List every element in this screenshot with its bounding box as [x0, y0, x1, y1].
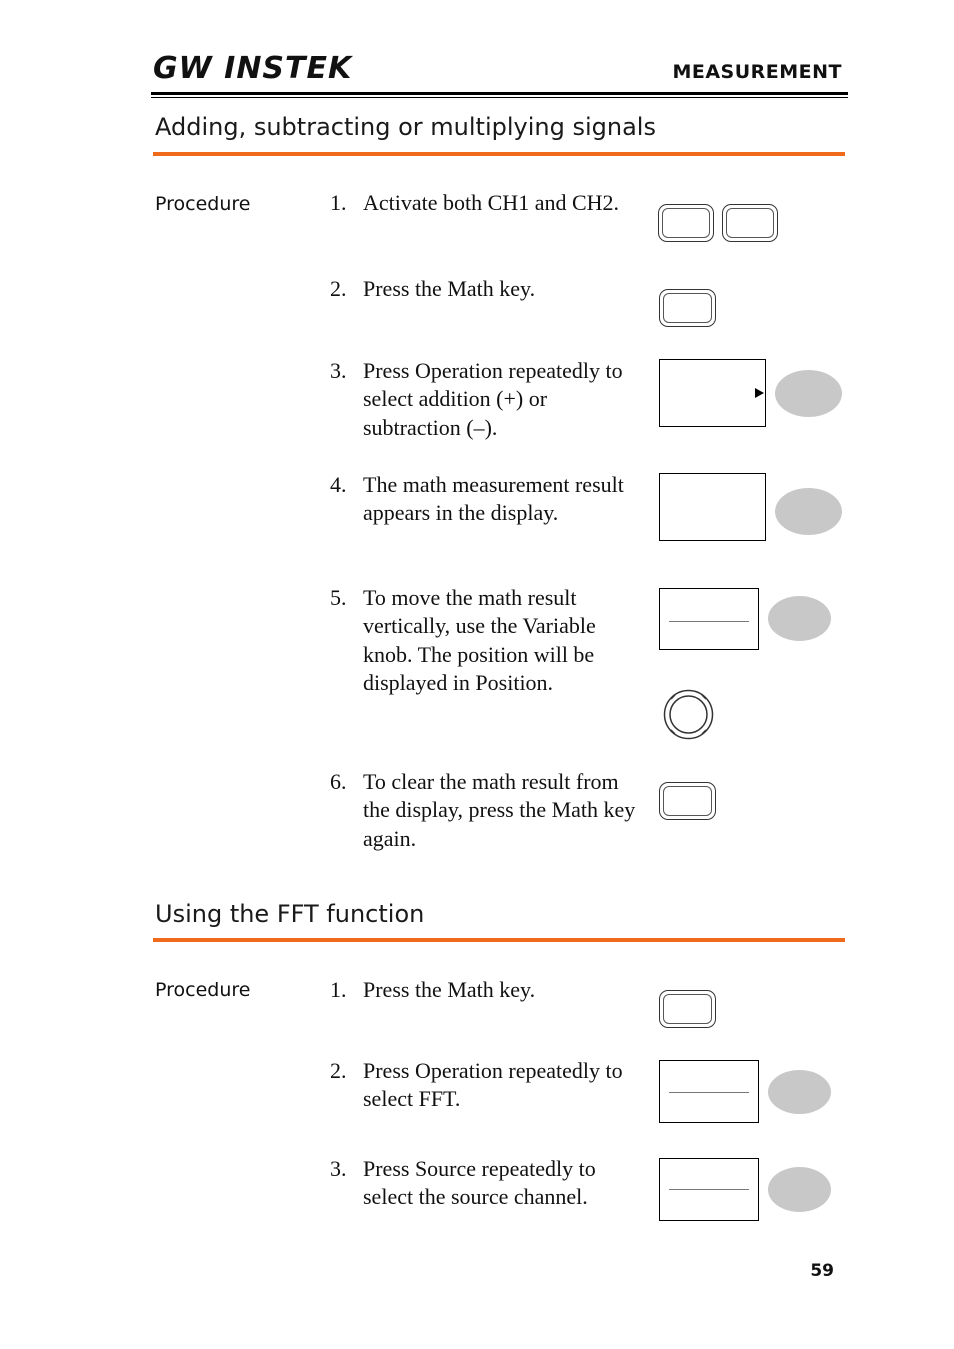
section-header: MEASUREMENT — [672, 61, 842, 83]
math-key[interactable] — [659, 289, 716, 327]
source-soft-button[interactable] — [768, 1167, 831, 1212]
step-number: 3. — [330, 1156, 347, 1181]
position-soft-button[interactable] — [768, 596, 831, 641]
result-display-box — [659, 473, 766, 541]
procedure-label: Procedure — [155, 193, 251, 215]
position-menu-box — [659, 588, 759, 650]
step-text: To clear the math result from the display, press the Math key again. — [363, 769, 636, 851]
step-text: Press the Math key. — [363, 276, 536, 301]
section-title-math: Adding, subtracting or multiplying signals — [155, 113, 656, 141]
step-text: Activate both CH1 and CH2. — [363, 190, 620, 215]
step-text: Press Source repeatedly to select the source channel. — [363, 1156, 596, 1210]
menu-divider — [669, 1092, 749, 1093]
operation-soft-button[interactable] — [775, 370, 842, 417]
procedure-label: Procedure — [155, 979, 251, 1001]
operation-menu-box — [659, 359, 766, 427]
math-key[interactable] — [659, 990, 716, 1028]
menu-arrow-icon — [755, 388, 764, 398]
step-text: Press Operation repeatedly to select FFT. — [363, 1058, 623, 1112]
section-title-fft: Using the FFT function — [155, 900, 425, 928]
step-number: 6. — [330, 769, 347, 794]
section-rule — [153, 152, 845, 156]
section-rule — [153, 938, 845, 942]
ch2-key[interactable] — [722, 204, 778, 242]
step-number: 1. — [330, 190, 347, 215]
step-text: To move the math result vertically, use the Variable knob. The position will be displayed in Position. — [363, 585, 596, 695]
result-soft-button[interactable] — [775, 488, 842, 535]
variable-knob-icon[interactable] — [661, 687, 716, 742]
step-number: 3. — [330, 358, 347, 383]
operation-menu-box — [659, 1060, 759, 1123]
page-number: 59 — [810, 1261, 834, 1281]
menu-divider — [669, 1189, 749, 1190]
gw-instek-logo: GW INSTEK — [153, 51, 353, 86]
source-menu-box — [659, 1158, 759, 1221]
header-rule-thin — [151, 97, 848, 98]
step-number: 4. — [330, 472, 347, 497]
operation-soft-button[interactable] — [768, 1070, 831, 1114]
step-number: 1. — [330, 977, 347, 1002]
step-number: 2. — [330, 276, 347, 301]
step-number: 5. — [330, 585, 347, 610]
math-key[interactable] — [659, 782, 716, 820]
header-rule — [151, 92, 848, 95]
menu-divider — [669, 621, 749, 622]
step-number: 2. — [330, 1058, 347, 1083]
step-text: Press the Math key. — [363, 977, 536, 1002]
step-text: Press Operation repeatedly to select addition (+) or subtraction (–). — [363, 358, 623, 440]
step-text: The math measurement result appears in the display. — [363, 472, 624, 526]
ch1-key[interactable] — [658, 204, 714, 242]
